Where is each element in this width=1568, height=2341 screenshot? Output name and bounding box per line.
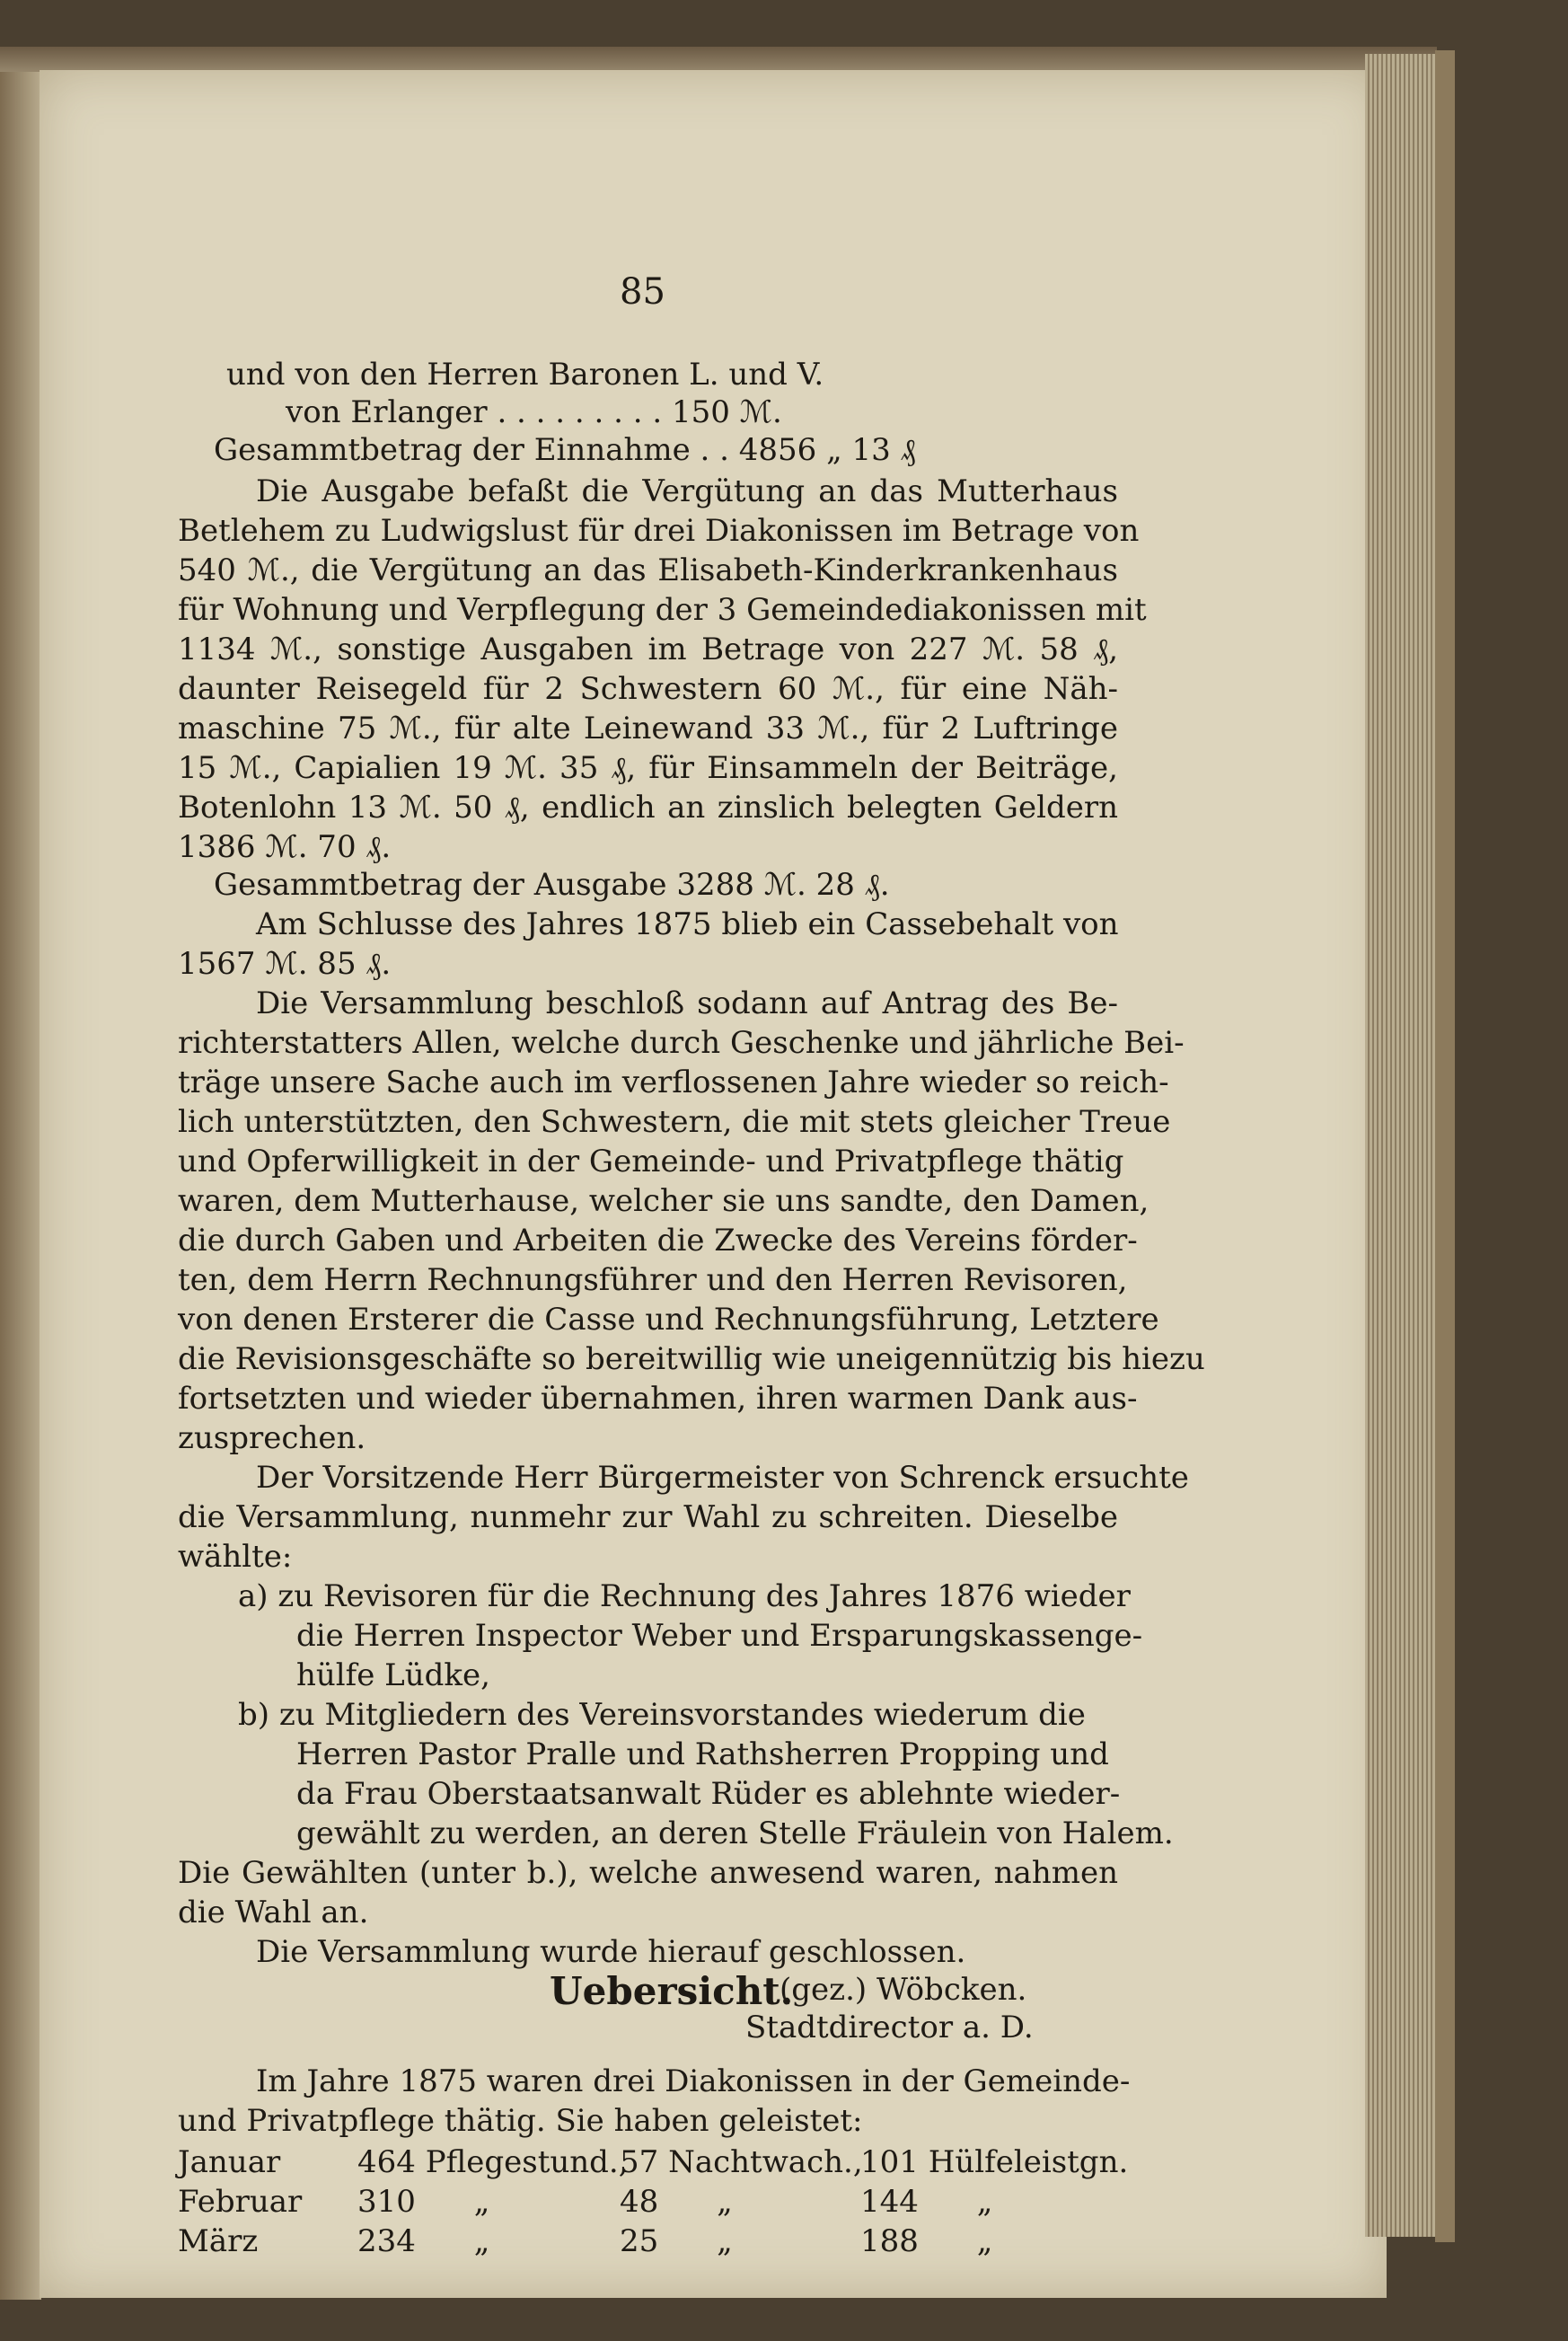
- text-line: 1386 ℳ. 70 ₰.: [178, 829, 392, 865]
- text-line: richterstatters Allen, welche durch Geschenke und jährliche Bei-: [178, 1025, 1185, 1061]
- text-line: träge unsere Sache auch im verflossenen Jahre wieder so reich-: [178, 1064, 1169, 1100]
- text-line: Die Versammlung beschloß sodann auf Antrag des Be-: [256, 985, 1118, 1021]
- text-line: Botenlohn 13 ℳ. 50 ₰, endlich an zinslich belegten Geldern: [178, 790, 1118, 826]
- text-line: Am Schlusse des Jahres 1875 blieb ein Cassebehalt von: [256, 906, 1119, 942]
- text-line: Der Vorsitzende Herr Bürgermeister von Schrenck ersuchte: [256, 1460, 1189, 1496]
- text-line: Gesammtbetrag der Einnahme . . 4856 „ 13 ₰: [214, 432, 916, 468]
- table-cell-huelfe: 144 „: [860, 2184, 993, 2220]
- book-cover-edge: [1435, 50, 1455, 2242]
- text-line: b) zu Mitgliedern des Vereinsvorstandes wiederum die: [238, 1697, 1086, 1733]
- text-line: 1567 ℳ. 85 ₰.: [178, 946, 392, 982]
- text-line: hülfe Lüdke,: [296, 1657, 490, 1693]
- text-line: die Wahl an.: [178, 1895, 369, 1930]
- table-cell-month: März: [178, 2223, 259, 2259]
- text-line: Die Versammlung wurde hierauf geschlossen.: [256, 1934, 966, 1970]
- text-line: waren, dem Mutterhause, welcher sie uns sandte, den Damen,: [178, 1183, 1150, 1219]
- table-cell-nacht: 57 Nachtwach.,: [620, 2144, 863, 2180]
- text-line: von denen Ersterer die Casse und Rechnungsführung, Letztere: [178, 1302, 1159, 1338]
- book-gutter: [0, 72, 41, 2300]
- text-line: und Privatpflege thätig. Sie haben geleistet:: [178, 2103, 863, 2139]
- text-line: die Herren Inspector Weber und Ersparungskassenge-: [296, 1618, 1143, 1654]
- page-stack-edge: [1365, 54, 1437, 2237]
- text-line: die Revisionsgeschäfte so bereitwillig wie uneigennützig bis hiezu: [178, 1341, 1205, 1377]
- text-line: gewählt zu werden, an deren Stelle Fräulein von Halem.: [296, 1815, 1174, 1851]
- text-line: Gesammtbetrag der Ausgabe 3288 ℳ. 28 ₰.: [214, 867, 890, 903]
- table-cell-pflege: 234 „: [357, 2223, 490, 2259]
- text-line: Die Ausgabe befaßt die Vergütung an das Mutterhaus: [256, 473, 1118, 509]
- text-line: maschine 75 ℳ., für alte Leinewand 33 ℳ., für 2 Luftringe: [178, 711, 1118, 746]
- table-cell-month: Februar: [178, 2184, 303, 2220]
- text-line: die Versammlung, nunmehr zur Wahl zu schreiten. Dieselbe: [178, 1499, 1118, 1535]
- text-line: Im Jahre 1875 waren drei Diakonissen in der Gemeinde-: [256, 2063, 1131, 2099]
- text-line: lich unterstützten, den Schwestern, die mit stets gleicher Treue: [178, 1104, 1171, 1140]
- table-cell-pflege: 464 Pflegestund.,: [357, 2144, 629, 2180]
- table-cell-pflege: 310 „: [357, 2184, 490, 2220]
- text-line: da Frau Oberstaatsanwalt Rüder es ablehnte wieder-: [296, 1776, 1121, 1812]
- table-cell-nacht: 25 „: [620, 2223, 733, 2259]
- text-line: Herren Pastor Pralle und Rathsherren Propping und: [296, 1736, 1109, 1772]
- text-line: 1134 ℳ., sonstige Ausgaben im Betrage von 227 ℳ. 58 ₰,: [178, 632, 1118, 667]
- text-line: zusprechen.: [178, 1420, 366, 1456]
- table-cell-nacht: 48 „: [620, 2184, 733, 2220]
- text-line: (gez.) Wöbcken.: [780, 1972, 1027, 2008]
- table-cell-month: Januar: [178, 2144, 281, 2180]
- text-line: und von den Herren Baronen L. und V.: [226, 357, 824, 393]
- section-heading: Uebersicht.: [550, 1969, 794, 2013]
- text-line: die durch Gaben und Arbeiten die Zwecke des Vereins förder-: [178, 1223, 1138, 1259]
- text-line: Stadtdirector a. D.: [745, 2010, 1034, 2045]
- text-line: ten, dem Herrn Rechnungsführer und den Herren Revisoren,: [178, 1262, 1128, 1298]
- text-line: von Erlanger . . . . . . . . . 150 ℳ.: [286, 394, 782, 430]
- text-line: 540 ℳ., die Vergütung an das Elisabeth-Kinderkrankenhaus: [178, 552, 1118, 588]
- text-line: für Wohnung und Verpflegung der 3 Gemeindediakonissen mit: [178, 592, 1147, 628]
- page-number: 85: [620, 271, 665, 313]
- text-line: fortsetzten und wieder übernahmen, ihren warmen Dank aus-: [178, 1381, 1138, 1417]
- text-line: daunter Reisegeld für 2 Schwestern 60 ℳ., für eine Näh-: [178, 671, 1118, 707]
- table-cell-huelfe: 188 „: [860, 2223, 993, 2259]
- text-line: a) zu Revisoren für die Rechnung des Jahres 1876 wieder: [238, 1578, 1131, 1614]
- table-cell-huelfe: 101 Hülfeleistgn.: [860, 2144, 1129, 2180]
- text-line: und Opferwilligkeit in der Gemeinde- und Privatpflege thätig: [178, 1144, 1124, 1179]
- text-line: Betlehem zu Ludwigslust für drei Diakonissen im Betrage von: [178, 513, 1140, 549]
- text-line: Die Gewählten (unter b.), welche anwesend waren, nahmen: [178, 1855, 1118, 1891]
- text-line: wählte:: [178, 1539, 293, 1575]
- text-line: 15 ℳ., Capialien 19 ℳ. 35 ₰, für Einsammeln der Beiträge,: [178, 750, 1118, 786]
